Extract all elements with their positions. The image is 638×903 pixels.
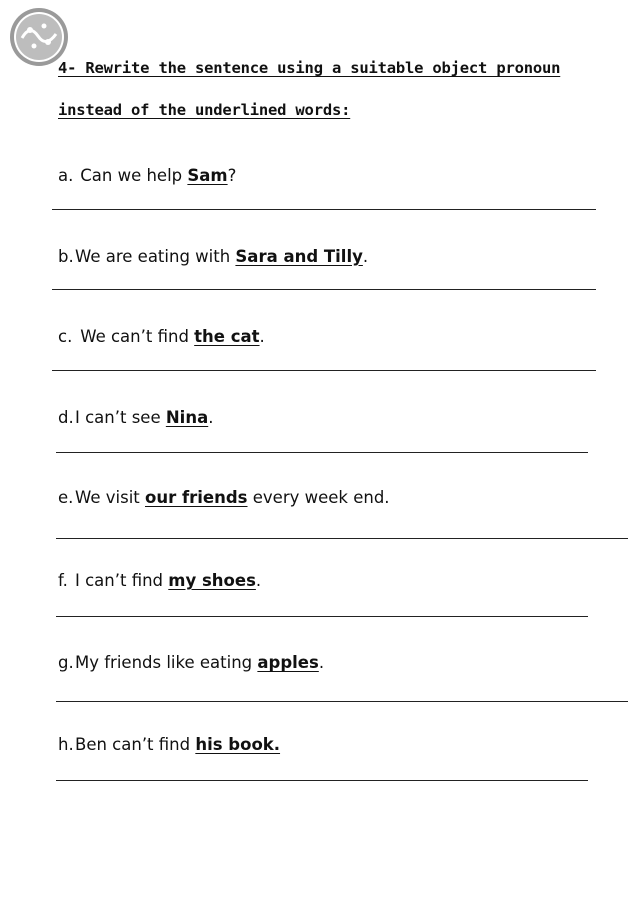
item-label: f. [58,571,68,590]
item-text: Ben can’t find [75,735,196,754]
item-label: c. [58,327,73,346]
underlined-words: our friends [145,488,248,507]
exercise-item-f [58,571,261,590]
item-text: I can’t find [75,571,169,590]
item-text: My friends like eating [75,653,258,672]
item-end: . [318,653,325,672]
item-end: ? [227,166,237,185]
answer-line-h [56,780,588,781]
item-text: We are eating with [75,247,236,266]
underlined-words: Sam [187,166,228,185]
exercise-item-c [58,327,265,346]
exercise-item-d [58,408,213,427]
item-end: . [208,408,214,427]
item-label: g. [58,653,74,672]
exercise-item-b [58,247,368,266]
exercise-item-e [58,488,390,507]
instruction-heading-line-2: instead of the underlined words: [58,101,351,119]
answer-line-f [56,616,588,617]
item-label: e. [58,488,74,507]
item-text: I can’t see [75,408,166,427]
item-text: Can we help [75,166,188,185]
answer-line-d [56,452,588,453]
item-label: b. [58,247,74,266]
item-label: d. [58,408,74,427]
exercise-item-g [58,653,324,672]
item-text: We visit [75,488,145,507]
answer-line-a [52,209,596,210]
item-label: h. [58,735,74,754]
underlined-words: the cat [194,327,260,346]
underlined-words: my shoes [168,571,256,590]
item-end: . [259,327,265,346]
item-end: . [362,247,369,266]
underlined-words: Nina [165,408,209,427]
instruction-heading-line-1: 4- Rewrite the sentence using a suitable object pronoun [58,59,561,77]
item-end: every week end. [247,488,390,507]
exercise-item-h [58,735,280,754]
exercise-item-a [58,166,236,185]
item-label: a. [58,166,74,185]
answer-line-c [52,370,596,371]
item-text: We can’t find [75,327,195,346]
answer-line-b [52,289,596,290]
underlined-words: his book. [195,735,281,754]
underlined-words: Sara and Tilly [235,247,363,266]
item-end: . [255,571,262,590]
answer-line-g [56,701,628,702]
answer-line-e [56,538,628,539]
underlined-words: apples [257,653,319,672]
